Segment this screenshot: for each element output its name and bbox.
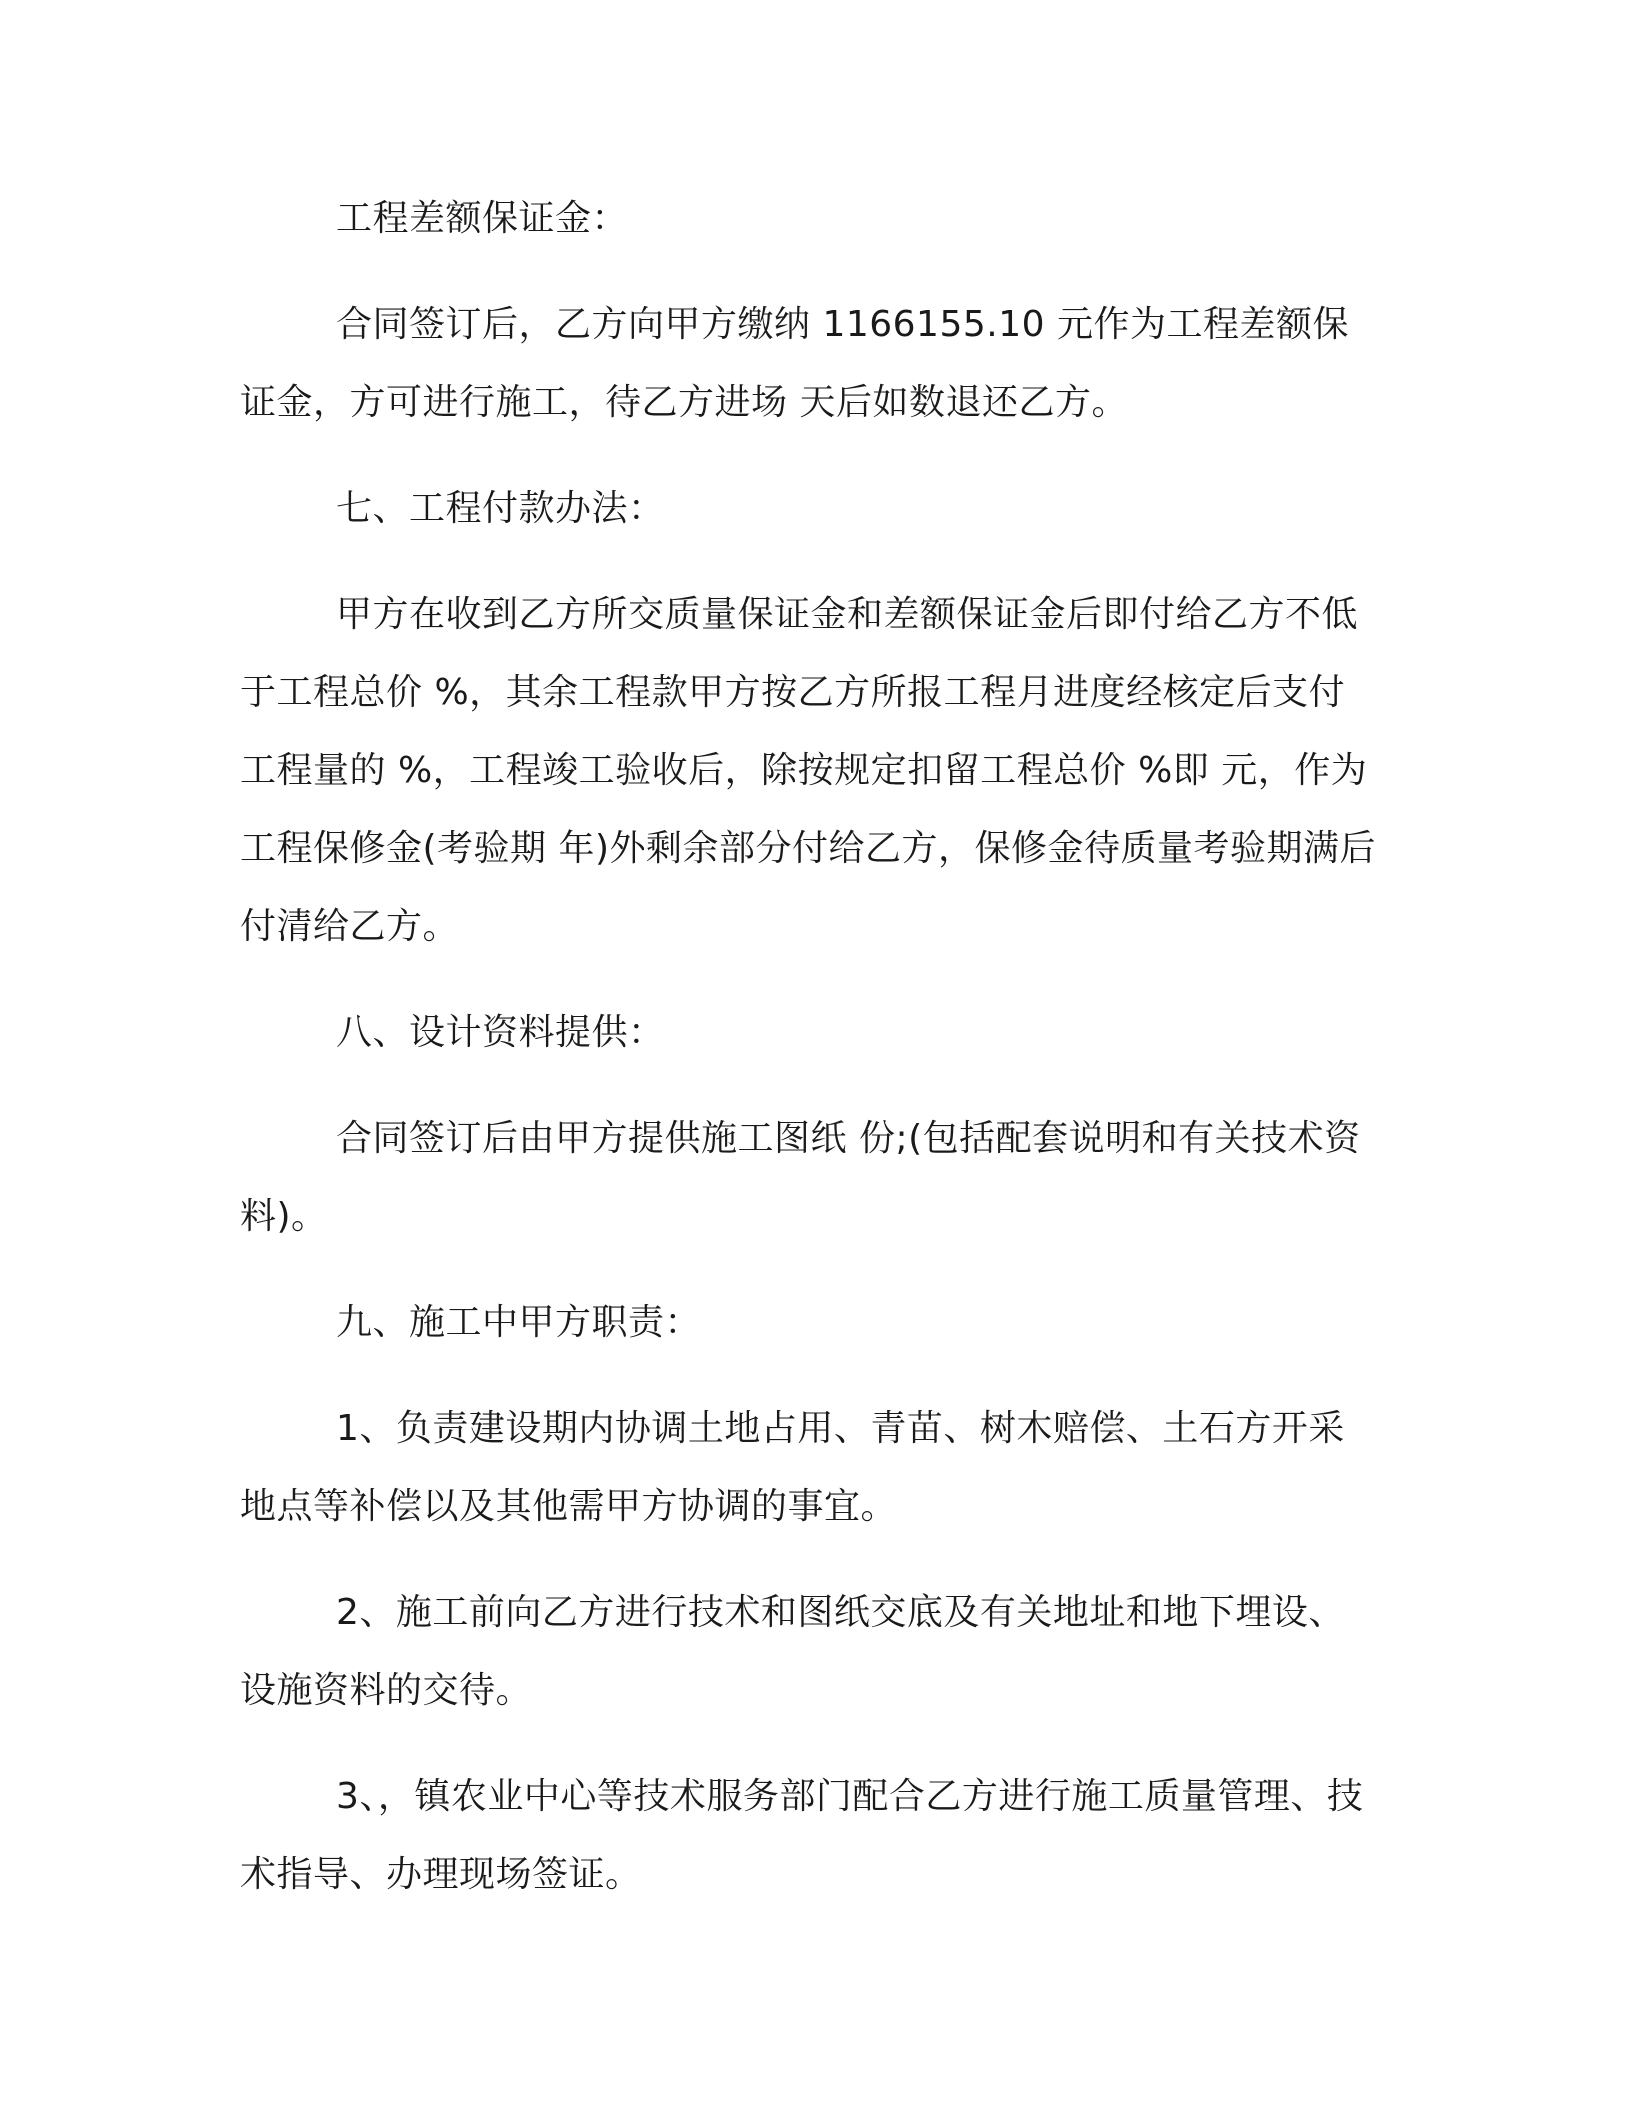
paragraph-gap [240,548,1380,576]
duty-item-2: 2、施工前向乙方进行技术和图纸交底及有关地址和地下埋设、设施资料的交待。 [240,1592,1345,1711]
document-body [240,180,1380,1914]
paragraph-gap [240,1730,1380,1758]
paragraph-gap [240,1546,1380,1574]
paragraph-gap [240,1072,1380,1100]
paragraph-gap [240,1256,1380,1284]
duty-item-3: 3、，镇农业中心等技术服务部门配合乙方进行施工质量管理、技术指导、办理现场签证。 [240,1776,1364,1895]
section-heading-payment: 七、工程付款办法： [336,488,665,529]
paragraph-gap [240,966,1380,994]
duty-item-1: 1、负责建设期内协调土地占用、青苗、树木赔偿、土石方开采地点等补偿以及其他需甲方协调的事宜。 [240,1408,1345,1527]
paragraph-design-docs: 合同签订后由甲方提供施工图纸 份;(包括配套说明和有关技术资料)。 [240,1118,1361,1237]
paragraph-gap [240,1362,1380,1390]
section-heading-design-docs: 八、设计资料提供： [336,1012,665,1053]
paragraph-deposit: 合同签订后，乙方向甲方缴纳 1166155.10 元作为工程差额保证金，方可进行施工，待乙方进场 天后如数退还乙方。 [240,304,1349,423]
paragraph-payment: 甲方在收到乙方所交质量保证金和差额保证金后即付给乙方不低于工程总价 %，其余工程款甲方按乙方所报工程月进度经核定后支付工程量的 %，工程竣工验收后，除按规定扣留工程总价 %即 元，作为工程保修金(考验期 年)外剩余部分付给乙方，保修金待质量考验期满后付清给乙方。 [240,594,1377,947]
paragraph-gap [240,442,1380,470]
section-heading-deposit: 工程差额保证金： [336,198,629,239]
section-heading-party-a-duties: 九、施工中甲方职责： [336,1302,702,1343]
paragraph-gap [240,258,1380,286]
